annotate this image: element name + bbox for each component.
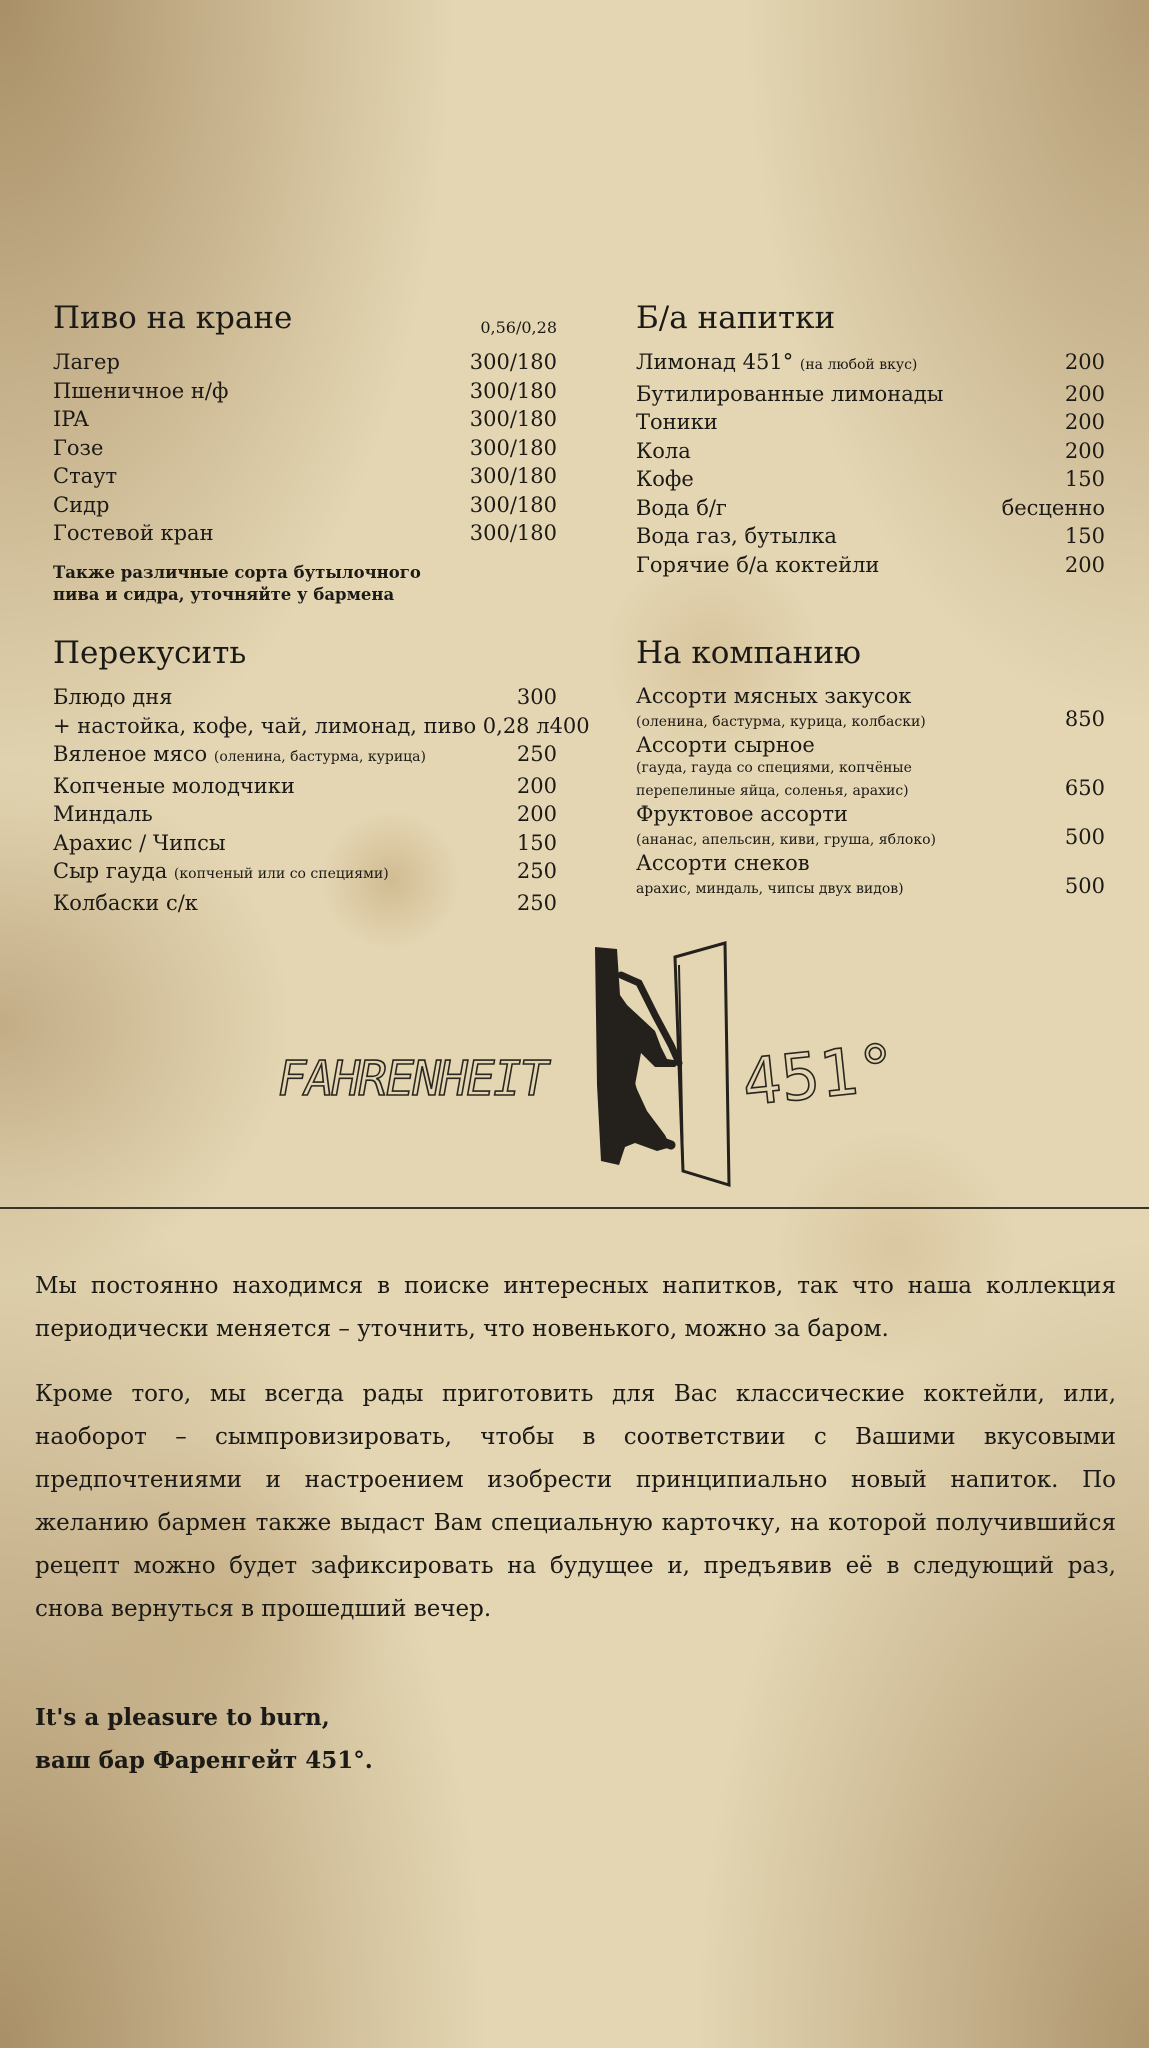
item-price: 300/180 <box>469 521 557 545</box>
item-name: Лагер <box>53 350 120 374</box>
menu-row <box>636 494 1105 523</box>
item-name: Гостевой кран <box>53 521 214 545</box>
menu-row <box>53 491 557 520</box>
menu-row <box>53 829 557 858</box>
item-name-wrap <box>636 551 879 580</box>
item-price: 300/180 <box>469 464 557 488</box>
item-name: Миндаль <box>53 802 153 826</box>
platter-detail-line <box>636 709 1105 732</box>
menu-row <box>53 712 590 741</box>
logo-word: FAHRENHEIT <box>272 1051 552 1107</box>
platter-price: 500 <box>1064 874 1105 898</box>
slogan-line-2: ваш бар Фаренгейт 451°. <box>35 1747 373 1774</box>
item-name: Лимонад 451° <box>636 350 794 374</box>
company-section <box>636 633 1105 899</box>
platter-name: Ассорти мясных закусок <box>636 684 912 708</box>
section-divider <box>0 1207 1149 1209</box>
item-price: 150 <box>1064 467 1105 491</box>
menu-row <box>636 465 1105 494</box>
menu-row <box>53 462 557 491</box>
item-name: Колбаски с/к <box>53 890 198 915</box>
menu-row <box>53 772 557 801</box>
item-name-wrap <box>53 889 198 918</box>
beer-section <box>53 298 557 606</box>
menu-row <box>636 348 1105 380</box>
platter-detail: (ананас, апельсин, киви, груша, яблоко) <box>636 832 937 848</box>
platter-item <box>636 801 1105 850</box>
item-price: 250 <box>516 890 557 915</box>
company-list <box>636 683 1105 899</box>
item-name-wrap <box>53 348 120 377</box>
item-name-wrap <box>53 857 389 889</box>
item-name-wrap <box>636 437 691 466</box>
beer-title <box>53 298 557 338</box>
item-name-wrap <box>53 491 109 520</box>
platter-detail-line <box>636 876 1105 899</box>
beer-size-note: 0,56/0,28 <box>480 318 557 337</box>
item-detail: (на любой вкус) <box>799 357 918 373</box>
menu-row <box>636 380 1105 409</box>
menu-row <box>53 683 557 712</box>
item-name-wrap <box>53 712 550 741</box>
item-name-wrap <box>53 462 117 491</box>
item-name: Кофе <box>636 467 694 491</box>
item-name: Вода б/г <box>636 495 727 520</box>
item-name: Вяленое мясо <box>53 742 208 766</box>
item-name-wrap <box>53 740 426 772</box>
item-name: Вода газ, бутылка <box>636 524 837 548</box>
item-name: Тоники <box>636 410 718 434</box>
platter-name: Ассорти сырное <box>636 733 815 757</box>
menu-row <box>53 377 557 406</box>
item-name: Копченые молодчики <box>53 773 295 798</box>
menu-row <box>53 889 557 918</box>
snacks-section <box>53 633 590 917</box>
slogan <box>35 1696 373 1782</box>
snacks-list <box>53 683 590 917</box>
platter-price: 850 <box>1064 707 1105 731</box>
item-name: Стаут <box>53 464 118 488</box>
item-name: IPA <box>53 407 89 431</box>
platter-detail: (гауда, гауда со специями, копчёные <box>636 760 912 776</box>
menu-row <box>53 405 557 434</box>
beer-note: Также различные сорта бутылочного пива и сидра, уточняйте у бармена <box>53 562 421 604</box>
door-figure-icon <box>595 943 729 1185</box>
item-price: 300/180 <box>469 492 557 517</box>
item-detail: (копченый или со специями) <box>173 866 389 882</box>
item-name-wrap <box>636 465 694 494</box>
platter-price: 500 <box>1064 825 1105 849</box>
platter-item <box>636 683 1105 732</box>
item-name: Пшеничное н/ф <box>53 378 229 403</box>
item-name-wrap <box>53 405 89 434</box>
platter-detail-line <box>636 778 1105 801</box>
snacks-title: Перекусить <box>53 635 247 671</box>
item-name: Сидр <box>53 492 110 517</box>
item-name: Горячие б/а коктейли <box>636 552 880 577</box>
item-price: 200 <box>1064 381 1105 406</box>
menu-row <box>53 800 557 829</box>
item-name-wrap <box>636 408 718 437</box>
platter-name: Ассорти снеков <box>636 851 810 875</box>
item-price: 200 <box>1064 410 1105 434</box>
platter-detail: (оленина, бастурма, курица, колбаски) <box>636 714 926 730</box>
item-name: Кола <box>636 438 691 463</box>
item-price: 250 <box>516 742 557 766</box>
logo-number: 451° <box>738 1031 900 1121</box>
menu-row <box>636 522 1105 551</box>
item-price: 200 <box>1064 350 1105 374</box>
item-name: Бутилированные лимонады <box>636 381 944 406</box>
item-name: + настойка, кофе, чай, лимонад, пиво 0,28 л <box>53 713 550 738</box>
item-name-wrap <box>53 434 103 463</box>
item-name-wrap <box>53 377 228 406</box>
platter-price: 650 <box>1064 776 1105 800</box>
slogan-line-1: It's a pleasure to burn, <box>35 1704 330 1731</box>
item-price: 300/180 <box>469 378 557 403</box>
item-price: бесценно <box>1001 495 1105 520</box>
item-price: 250 <box>516 859 557 883</box>
item-price: 400 <box>549 713 590 738</box>
menu-row <box>636 408 1105 437</box>
about-paragraph-1: Мы постоянно находимся в поиске интересных напитков, так что наша коллекция периодически меняется – уточнить, что новенького, можно за баром. <box>35 1273 1116 1342</box>
menu-row <box>53 434 557 463</box>
item-price: 150 <box>1064 524 1105 548</box>
about-paragraph-2: Кроме того, мы всегда рады приготовить для Вас классические коктейли, или, наоборот – сымпровизировать, чтобы в соответствии с Вашими вкусовыми предпочтениями и настроением изобрести принципиально новый напиток. По желанию бармен также выдаст Вам специальную карточку, на которой получившийся рецепт можно будет зафиксировать на будущее и, предъявив её в следующий раз, снова вернуться в прошедший вечер. <box>35 1381 1116 1622</box>
item-name-wrap <box>53 683 172 712</box>
platter-name: Фруктовое ассорти <box>636 802 848 826</box>
beer-title-text: Пиво на кране <box>53 300 293 336</box>
item-price: 200 <box>516 802 557 826</box>
menu-row <box>636 551 1105 580</box>
soft-drinks-section <box>636 298 1105 579</box>
platter-detail-line <box>636 827 1105 850</box>
menu-row <box>53 348 557 377</box>
item-price: 300 <box>516 685 557 709</box>
item-price: 300/180 <box>469 407 557 431</box>
item-name-wrap <box>53 519 214 548</box>
platter-item <box>636 850 1105 899</box>
about-text <box>35 1265 1116 1653</box>
item-price: 150 <box>516 830 557 855</box>
item-name: Гозе <box>53 435 104 460</box>
item-price: 300/180 <box>469 435 557 460</box>
beer-list <box>53 348 557 548</box>
platter-detail: арахис, миндаль, чипсы двух видов) <box>636 881 904 897</box>
fahrenheit-logo <box>272 935 900 1195</box>
item-name: Блюдо дня <box>53 685 173 709</box>
soft-drinks-list <box>636 348 1105 579</box>
item-name-wrap <box>636 348 917 380</box>
menu-row <box>53 857 557 889</box>
menu-row <box>636 437 1105 466</box>
item-price: 200 <box>1064 552 1105 577</box>
item-name-wrap <box>53 772 295 801</box>
item-detail: (оленина, бастурма, курица) <box>213 749 426 765</box>
item-name-wrap <box>636 494 727 523</box>
item-price: 300/180 <box>469 350 557 374</box>
item-name: Арахис / Чипсы <box>53 830 226 855</box>
platter-detail-line <box>636 758 1105 778</box>
item-name-wrap <box>636 522 837 551</box>
item-name-wrap <box>636 380 943 409</box>
soft-drinks-title: Б/а напитки <box>636 300 836 336</box>
platter-detail: перепелиные яйца, соленья, арахис) <box>636 783 909 799</box>
menu-row <box>53 740 557 772</box>
company-title: На компанию <box>636 635 861 671</box>
item-name-wrap <box>53 800 153 829</box>
menu-row <box>53 519 557 548</box>
item-name-wrap <box>53 829 226 858</box>
item-name: Сыр гауда <box>53 859 168 883</box>
item-price: 200 <box>516 773 557 798</box>
item-price: 200 <box>1064 438 1105 463</box>
platter-item <box>636 732 1105 801</box>
